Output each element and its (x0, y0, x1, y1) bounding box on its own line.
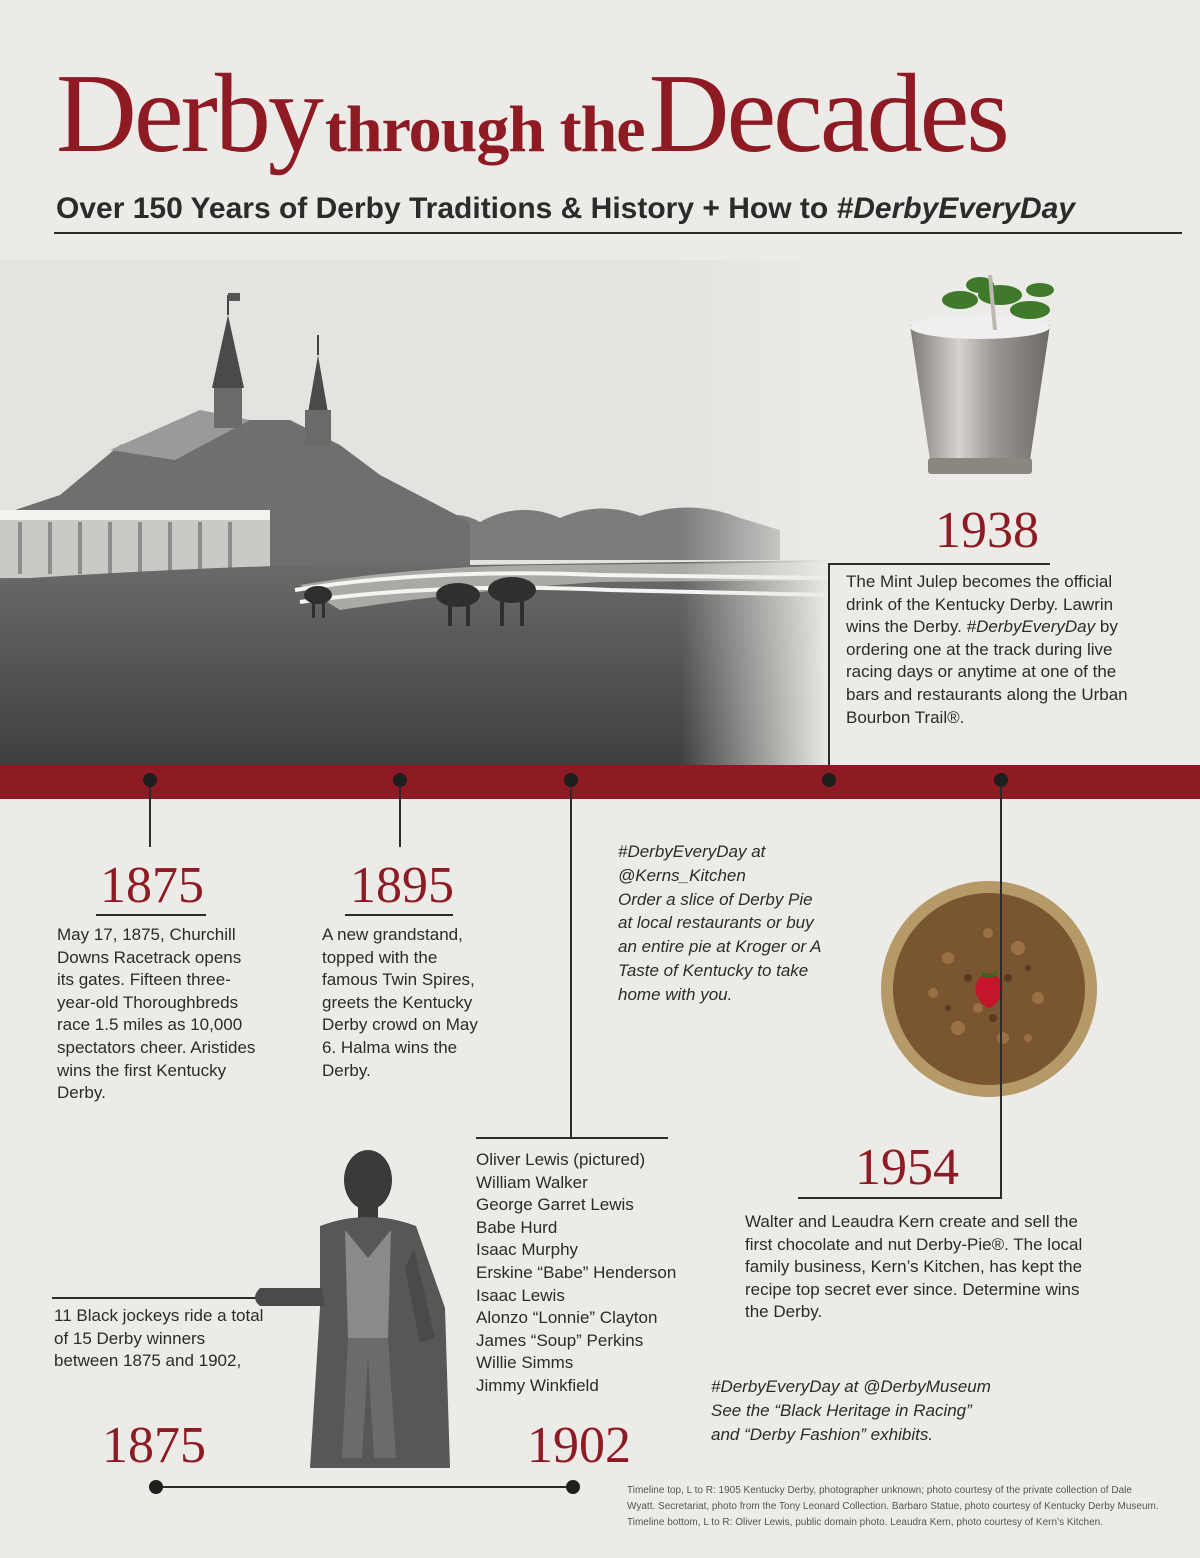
range-dot-end (566, 1480, 580, 1494)
credits-line1: Timeline top, L to R: 1905 Kentucky Derby, photographer unknown; photo courtesy of the private collection of Dale (627, 1485, 1132, 1496)
jockey-name: Jimmy Winkfield (476, 1375, 599, 1395)
jockey-name: Isaac Lewis (476, 1285, 565, 1305)
jockey-name: William Walker (476, 1172, 588, 1192)
kerns-body: Order a slice of Derby Pie at local restaurants or buy an entire pie at Kroger or A Taste of Kentucky to take home with you. (618, 889, 821, 1004)
museum-line2: See the “Black Heritage in Racing” (711, 1401, 972, 1420)
connector-1895-h (345, 914, 453, 916)
derby-pie-icon (878, 878, 1100, 1100)
event-1875-text: May 17, 1875, Churchill Downs Racetrack opens its gates. Fifteen three-year-old Thoroughbreds race 1.5 miles as 10,000 spectators cheer. Aristides wins the first Kentucky Derby. (57, 925, 256, 1103)
museum-line3: and “Derby Fashion” exhibits. (711, 1425, 934, 1444)
year-1895: 1895 (350, 857, 454, 914)
oliver-lewis-portrait (250, 1138, 460, 1470)
connector-1954-h (798, 1197, 1002, 1199)
event-1938-tail: by ordering one at the track during live racing days or anytime at one of the bars and restaurants along the Urban Bourbon Trail®. (846, 617, 1128, 727)
photo-credits (627, 1483, 1187, 1531)
event-1954-text: Walter and Leaudra Kern create and sell the first chocolate and nut Derby-Pie®. The local family business, Kern’s Kitchen, has kept the recipe top secret ever since. Determine wins the Derby. (745, 1212, 1083, 1322)
timeline-dot-1875 (143, 773, 157, 787)
museum-note (711, 1375, 1031, 1447)
kerns-line1: #DerbyEveryDay at (618, 842, 766, 861)
connector-jockeys-v (570, 787, 572, 1138)
title-word-decades: Decades (648, 52, 1007, 176)
jockey-name: George Garret Lewis (476, 1195, 634, 1215)
range-line (156, 1486, 574, 1488)
page-title (56, 52, 1007, 176)
jockey-name: Erskine “Babe” Henderson (476, 1262, 677, 1282)
connector-1895-v (399, 787, 401, 847)
timeline-dot-1954 (994, 773, 1008, 787)
racetrack-photo (0, 260, 830, 770)
event-1938-main: The Mint Julep becomes the official drink of the Kentucky Derby. Lawrin wins the Derby. (846, 572, 1114, 637)
timeline-dot-jockeys (564, 773, 578, 787)
range-start-year: 1875 (102, 1417, 206, 1474)
jockey-name: Oliver Lewis (pictured) (476, 1150, 646, 1169)
range-end-year: 1902 (527, 1417, 631, 1474)
year-1954: 1954 (855, 1139, 959, 1196)
year-1938: 1938 (935, 502, 1039, 559)
jockey-name: Babe Hurd (476, 1217, 558, 1237)
connector-1875-h (96, 914, 206, 916)
museum-line1: #DerbyEveryDay at @DerbyMuseum (711, 1377, 991, 1396)
jockeys-intro-text: 11 Black jockeys ride a total of 15 Derby winners between 1875 and 1902, (54, 1306, 264, 1371)
subtitle-hashtag: #DerbyEveryDay (836, 192, 1076, 225)
kerns-line2: @Kerns_Kitchen (618, 865, 746, 885)
jockey-name: Alonzo “Lonnie” Clayton (476, 1308, 658, 1328)
kerns-note (618, 840, 823, 1007)
connector-1938-h (828, 563, 1050, 565)
year-1875: 1875 (100, 857, 204, 914)
event-1938-hashtag: #DerbyEveryDay (966, 617, 1096, 637)
timeline-band (0, 765, 1200, 799)
title-rule (54, 232, 1182, 234)
jockey-name: Isaac Murphy (476, 1240, 579, 1260)
title-word-through: through the (324, 93, 645, 166)
event-1938-text (846, 571, 1141, 729)
jockey-name: Willie Simms (476, 1353, 574, 1373)
subtitle-text: Over 150 Years of Derby Traditions & History + How to (56, 192, 837, 225)
event-1895-text: A new grandstand, topped with the famous Twin Spires, greets the Kentucky Derby crowd on May 6. Halma wins the Derby. (322, 925, 478, 1080)
title-word-derby: Derby (56, 52, 321, 176)
page-subtitle (56, 192, 1075, 226)
connector-1875-v (149, 787, 151, 847)
connector-1938-v (828, 563, 830, 779)
timeline-dot-1895 (393, 773, 407, 787)
jockey-name: James “Soup” Perkins (476, 1330, 644, 1350)
connector-1954-v (1000, 787, 1002, 1199)
timeline-dot-1938 (822, 773, 836, 787)
connector-jockeys-h (476, 1137, 668, 1139)
credits-line3: Timeline bottom, L to R: Oliver Lewis, public domain photo. Leaudra Kern, photo courtesy of Kern’s Kitchen. (627, 1517, 1103, 1528)
jockey-names-list (476, 1149, 706, 1398)
mint-julep-icon (900, 270, 1070, 485)
credits-line2: Wyatt. Secretariat, photo from the Tony Leonard Collection. Barbaro Statue, photo courtesy of Kentucky Derby Museum. (627, 1501, 1159, 1512)
range-dot-start (149, 1480, 163, 1494)
